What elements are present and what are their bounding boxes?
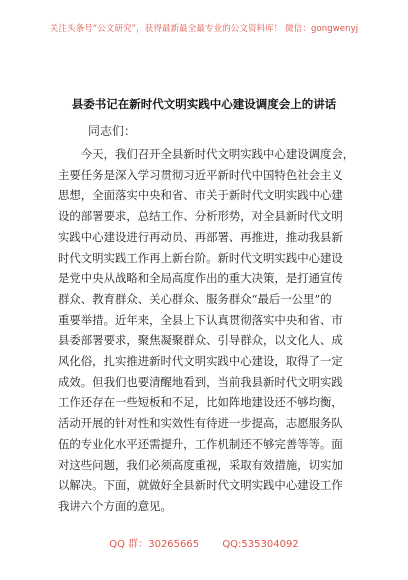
body-line: 对这些问题，我们必须高度重视，采取有效措施，切实加 xyxy=(58,457,343,472)
header-promo-note: 关注头条号“公文研究”，获得最新最全最专业的公文资料库！ 微信：gongwenyj xyxy=(49,24,359,34)
body-line: 工作还存在一些短板和不足，比如阵地建设还不够均衡， xyxy=(58,395,343,410)
footer-qq-group: QQ 群：30265665 xyxy=(109,539,200,550)
body-paragraph xyxy=(58,144,356,517)
body-line: 设的部署要求，总结工作、分析形势，对全县新时代文明 xyxy=(58,209,343,224)
body-line: 以解决。下面，就做好全县新时代文明实践中心建设工作 xyxy=(58,478,343,493)
body-line: 活动开展的针对性和实效性有待进一步提高，志愿服务队 xyxy=(58,416,343,431)
body-line: 成效。但我们也要清醒地看到，当前我县新时代文明实践 xyxy=(58,374,343,389)
body-line: 伍的专业化水平还需提升，工作机制还不够完善等等。面 xyxy=(58,436,343,451)
footer-qq: QQ:535304092 xyxy=(222,539,299,550)
body-line: 实践中心建设进行再动员、再部署、再推进，推动我县新 xyxy=(58,229,343,244)
salutation: 同志们： xyxy=(88,124,137,138)
body-line: 主要任务是深入学习贯彻习近平新时代中国特色社会主义 xyxy=(58,167,343,182)
footer-contact xyxy=(0,535,408,550)
speech-body xyxy=(58,144,356,517)
body-line: 是党中央从战略和全局高度作出的重大决策，是打通宣传 xyxy=(58,271,343,286)
body-line: 县委部署要求，聚焦凝聚群众、引导群众，以文化人、成 xyxy=(58,333,343,348)
document-title: 县委书记在新时代文明实践中心建设调度会上的讲话 xyxy=(71,97,337,111)
body-line: 今天，我们召开全县新时代文明实践中心建设调度会， xyxy=(58,147,355,161)
body-line: 重要举措。近年来，全县上下认真贯彻落实中央和省、市 xyxy=(58,312,343,327)
body-line: 思想，全面落实中央和省、市关于新时代文明实践中心建 xyxy=(58,188,343,203)
body-line: 风化俗，扎实推进新时代文明实践中心建设，取得了一定 xyxy=(58,354,343,369)
body-line: 群众、教育群众、关心群众、服务群众“最后一公里”的 xyxy=(58,291,332,306)
body-line: 时代文明实践工作再上新台阶。新时代文明实践中心建设 xyxy=(58,250,343,265)
body-line: 我讲六个方面的意见。 xyxy=(58,498,172,513)
